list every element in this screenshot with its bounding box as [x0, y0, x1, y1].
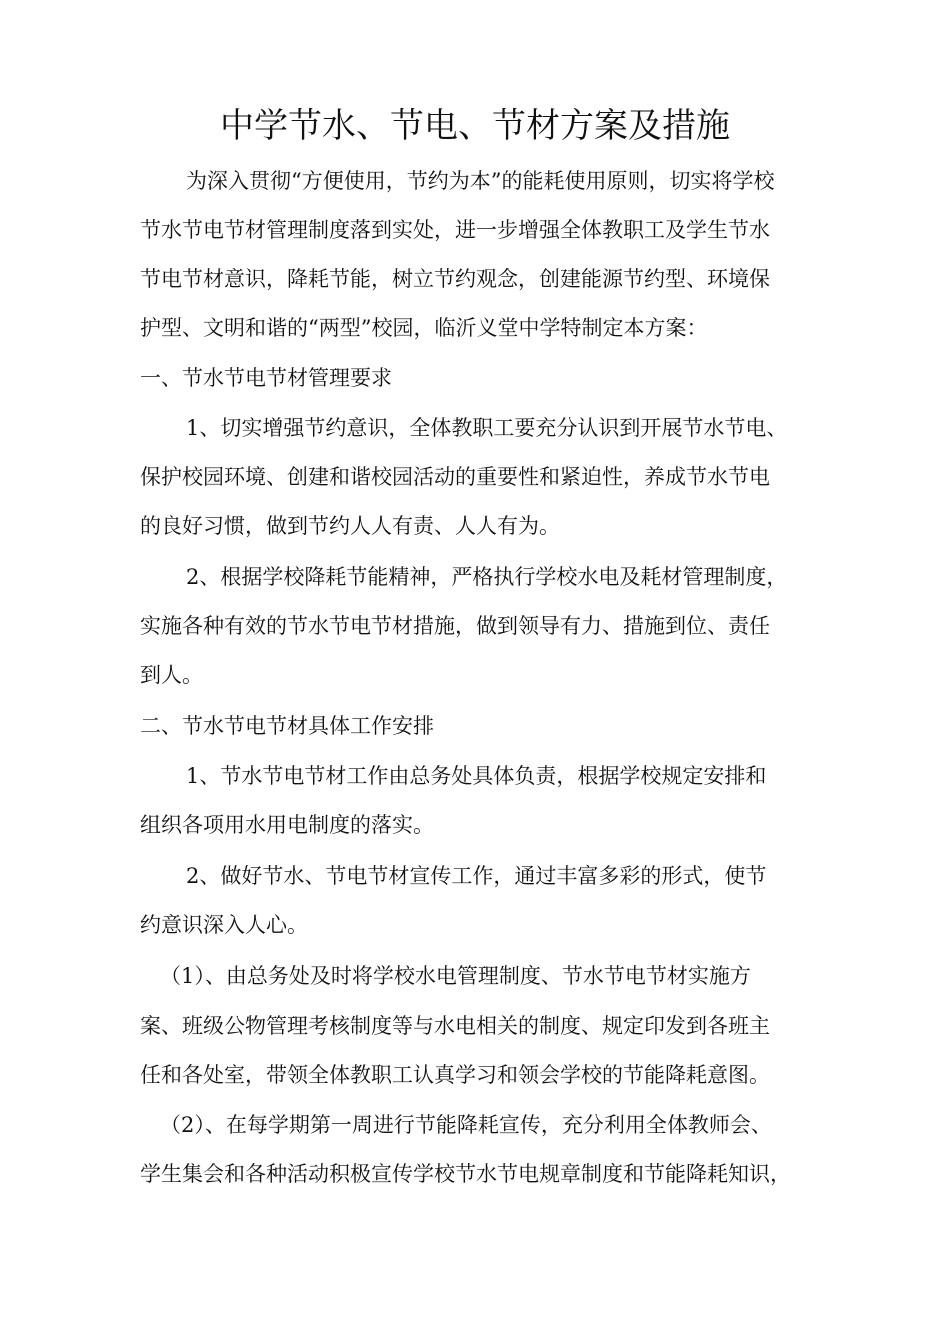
paragraph-line: 保护校园环境、创建和谐校园活动的重要性和紧迫性，养成节水节电 — [140, 465, 770, 489]
document-title: 中学节水、节电、节材方案及措施 — [220, 106, 730, 146]
paragraph-line: 组织各项用水用电制度的落实。 — [140, 813, 434, 837]
paragraph-line: （2）、在每学期第一周进行节能降耗宣传，充分利用全体教师会、 — [160, 1113, 772, 1137]
paragraph-line: 2、做好节水、节电节材宣传工作，通过丰富多彩的形式，使节 — [186, 864, 767, 888]
paragraph-line: 2、根据学校降耗节能精神，严格执行学校水电及耗材管理制度， — [186, 565, 788, 589]
paragraph-line: 约意识深入人心。 — [140, 913, 308, 937]
paragraph-line: 节电节材意识，降耗节能，树立节约观念，创建能源节约型、环境保 — [140, 267, 770, 291]
paragraph-line: 任和各处室，带领全体教职工认真学习和领会学校的节能降耗意图。 — [140, 1063, 770, 1087]
paragraph-line: 为深入贯彻“方便使用，节约为本”的能耗使用原则，切实将学校 — [186, 169, 775, 193]
paragraph-line: 节水节电节材管理制度落到实处，进一步增强全体教职工及学生节水 — [140, 218, 770, 242]
paragraph-line: 1、节水节电节材工作由总务处具体负责，根据学校规定安排和 — [186, 764, 767, 788]
paragraph-line: 护型、文明和谐的“两型”校园，临沂义堂中学特制定本方案： — [140, 316, 708, 340]
paragraph-line: 1、切实增强节约意识，全体教职工要充分认识到开展节水节电、 — [186, 416, 788, 440]
paragraph-line: 到人。 — [140, 663, 203, 687]
section-heading: 一、节水节电节材管理要求 — [140, 366, 392, 390]
paragraph-line: 实施各种有效的节水节电节材措施，做到领导有力、措施到位、责任 — [140, 614, 770, 638]
paragraph-line: 学生集会和各种活动积极宣传学校节水节电规章制度和节能降耗知识， — [140, 1162, 791, 1186]
paragraph-line: （1）、由总务处及时将学校水电管理制度、节水节电节材实施方 — [160, 964, 751, 988]
paragraph-line: 案、班级公物管理考核制度等与水电相关的制度、规定印发到各班主 — [140, 1014, 770, 1038]
section-heading: 二、节水节电节材具体工作安排 — [140, 714, 434, 738]
paragraph-line: 的良好习惯，做到节约人人有责、人人有为。 — [140, 514, 560, 538]
